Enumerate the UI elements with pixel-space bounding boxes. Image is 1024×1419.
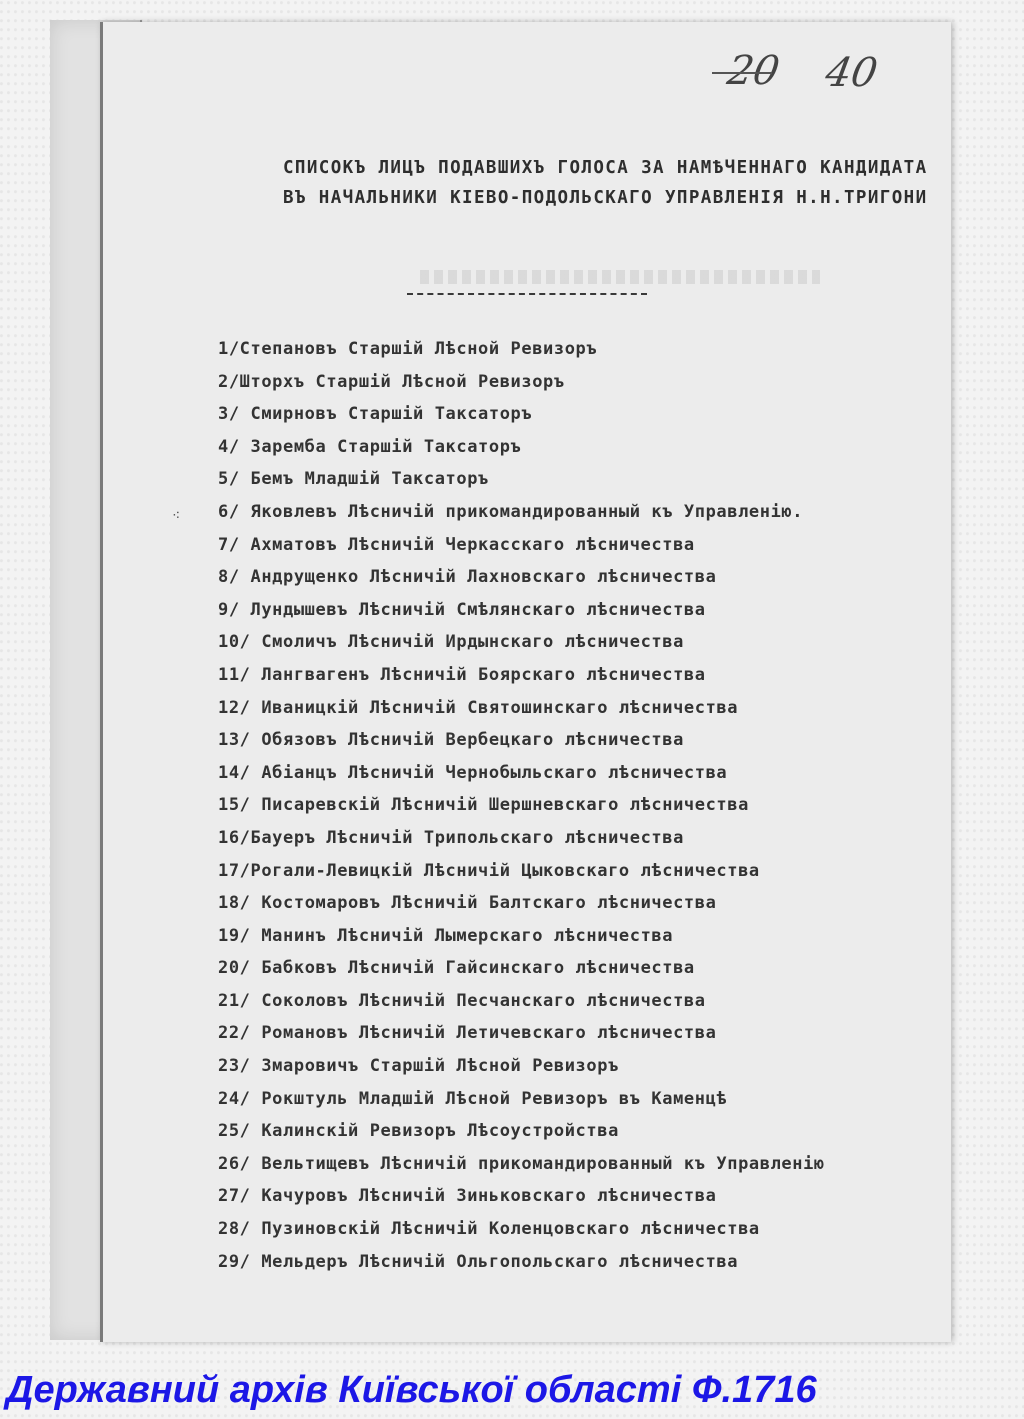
list-item bbox=[218, 1213, 938, 1246]
list-item bbox=[218, 1050, 938, 1083]
entry-number: 22/ bbox=[218, 1023, 251, 1044]
entry-text: Качуровъ Лѣсничій Зиньковскаго лѣсничества bbox=[250, 1186, 717, 1207]
entry-number: 5/ bbox=[218, 469, 240, 490]
list-item bbox=[218, 659, 938, 692]
show-through-text bbox=[420, 270, 820, 284]
entry-text: Калинскій Ревизоръ Лѣсоустройства bbox=[250, 1121, 619, 1142]
entry-number: 8/ bbox=[218, 567, 240, 588]
list-item bbox=[218, 594, 938, 627]
entry-number: 15/ bbox=[218, 795, 251, 816]
entry-number: 14/ bbox=[218, 762, 251, 783]
entry-text: Андрущенко Лѣсничій Лахновскаго лѣсничества bbox=[239, 567, 717, 588]
entry-number: 19/ bbox=[218, 925, 251, 946]
list-item bbox=[218, 855, 938, 888]
list-item bbox=[218, 1017, 938, 1050]
archive-watermark: Державний архів Київської області Ф.1716 bbox=[6, 1369, 817, 1411]
entry-text: Лундышевъ Лѣсничій Смѣлянскаго лѣсничества bbox=[239, 599, 706, 620]
entry-number: 2/ bbox=[218, 371, 240, 392]
margin-marks: ⁖ bbox=[172, 508, 181, 524]
entry-number: 18/ bbox=[218, 893, 251, 914]
entry-text: Вельтищевъ Лѣсничій прикомандированный къ Управленію bbox=[250, 1153, 825, 1174]
entry-number: 28/ bbox=[218, 1219, 251, 1240]
list-item bbox=[218, 398, 938, 431]
entry-number: 16/ bbox=[218, 827, 251, 848]
entry-number: 10/ bbox=[218, 632, 251, 653]
list-item bbox=[218, 1246, 938, 1279]
entry-text: Смоличъ Лѣсничій Ирдынскаго лѣсничества bbox=[250, 632, 684, 653]
list-item bbox=[218, 366, 938, 399]
list-item bbox=[218, 1083, 938, 1116]
entry-number: 4/ bbox=[218, 436, 240, 457]
entry-text: Костомаровъ Лѣсничій Балтскаго лѣсничества bbox=[250, 893, 717, 914]
entry-text: Рокштуль Младшій Лѣсной Ревизоръ въ Каменцѣ bbox=[250, 1088, 728, 1109]
list-item bbox=[218, 1180, 938, 1213]
entry-text: Абіанцъ Лѣсничій Чернобыльскаго лѣсничества bbox=[250, 762, 728, 783]
entry-text: Степановъ Старшій Лѣсной Ревизоръ bbox=[239, 339, 598, 359]
entry-number: 11/ bbox=[218, 664, 251, 685]
list-item bbox=[218, 822, 938, 855]
entry-text: Мельдеръ Лѣсничій Ольгопольскаго лѣсничества bbox=[250, 1251, 739, 1272]
list-item bbox=[218, 692, 938, 725]
entry-number: 7/ bbox=[218, 534, 240, 555]
entry-number: 6/ bbox=[218, 501, 240, 522]
entry-number: 20/ bbox=[218, 958, 251, 979]
folio-number-secondary: 40 bbox=[821, 50, 881, 96]
list-item bbox=[218, 463, 938, 496]
list-item bbox=[218, 626, 938, 659]
entry-text: Ахматовъ Лѣсничій Черкасскаго лѣсничества bbox=[239, 534, 695, 555]
list-item bbox=[218, 920, 938, 953]
document-title-line-2: ВЪ НАЧАЛЬНИКИ КІЕВО-ПОДОЛЬСКАГО УПРАВЛЕНІЯ Н.Н.ТРИГОНИ bbox=[283, 188, 928, 208]
list-item bbox=[218, 561, 938, 594]
list-item bbox=[218, 887, 938, 920]
entry-number: 25/ bbox=[218, 1121, 251, 1142]
entry-text: Заремба Старшій Таксаторъ bbox=[239, 436, 522, 457]
entry-number: 27/ bbox=[218, 1186, 251, 1207]
document-title-line-1: СПИСОКЪ ЛИЦЪ ПОДАВШИХЪ ГОЛОСА ЗА НАМѢЧЕННАГО КАНДИДАТА bbox=[283, 158, 928, 178]
entry-number: 13/ bbox=[218, 730, 251, 751]
list-item bbox=[218, 985, 938, 1018]
entry-text: Яковлевъ Лѣсничій прикомандированный къ Управленію. bbox=[239, 501, 804, 522]
entry-number: 24/ bbox=[218, 1088, 251, 1109]
list-item bbox=[218, 1148, 938, 1181]
entry-number: 26/ bbox=[218, 1153, 251, 1174]
entry-number: 23/ bbox=[218, 1056, 251, 1077]
list-item bbox=[218, 431, 938, 464]
entry-text: Романовъ Лѣсничій Летичевскаго лѣсничества bbox=[250, 1023, 717, 1044]
list-item bbox=[218, 724, 938, 757]
entry-text: Лангвагенъ Лѣсничій Боярскаго лѣсничества bbox=[250, 664, 706, 685]
entry-number: 1/ bbox=[218, 339, 240, 359]
entry-text: Змаровичъ Старшій Лѣсной Ревизоръ bbox=[250, 1056, 619, 1077]
entry-text: Шторхъ Старшій Лѣсной Ревизоръ bbox=[239, 371, 565, 392]
entry-text: Смирновъ Старшій Таксаторъ bbox=[239, 404, 533, 425]
entry-text: Бемъ Младшій Таксаторъ bbox=[239, 469, 489, 490]
list-item bbox=[218, 757, 938, 790]
entry-number: 29/ bbox=[218, 1251, 251, 1272]
entry-text: Соколовъ Лѣсничій Песчанскаго лѣсничества bbox=[250, 990, 706, 1011]
entry-number: 9/ bbox=[218, 599, 240, 620]
list-item bbox=[218, 952, 938, 985]
list-item bbox=[218, 529, 938, 562]
list-item bbox=[218, 1115, 938, 1148]
entry-text: Рогали-Левицкій Лѣсничій Цыковскаго лѣсничества bbox=[250, 860, 760, 881]
entry-number: 21/ bbox=[218, 990, 251, 1011]
entry-number: 12/ bbox=[218, 697, 251, 718]
folio-underline bbox=[712, 72, 772, 74]
entry-text: Иваницкій Лѣсничій Святошинскаго лѣсничества bbox=[250, 697, 739, 718]
list-item bbox=[218, 496, 938, 529]
entry-text: Обязовъ Лѣсничій Вербецкаго лѣсничества bbox=[250, 730, 684, 751]
entry-text: Манинъ Лѣсничій Лымерскаго лѣсничества bbox=[250, 925, 674, 946]
voter-list bbox=[218, 333, 938, 1278]
title-divider bbox=[407, 293, 647, 295]
list-item bbox=[218, 333, 938, 366]
folio-number-primary: 20 bbox=[723, 48, 783, 94]
entry-text: Пузиновскій Лѣсничій Коленцовскаго лѣсничества bbox=[250, 1219, 760, 1240]
entry-number: 17/ bbox=[218, 860, 251, 881]
list-item bbox=[218, 789, 938, 822]
entry-number: 3/ bbox=[218, 404, 240, 425]
entry-text: Писаревскій Лѣсничій Шершневскаго лѣсничества bbox=[250, 795, 749, 816]
entry-text: Бабковъ Лѣсничій Гайсинскаго лѣсничества bbox=[250, 958, 695, 979]
entry-text: Бауеръ Лѣсничій Трипольскаго лѣсничества bbox=[250, 827, 684, 848]
